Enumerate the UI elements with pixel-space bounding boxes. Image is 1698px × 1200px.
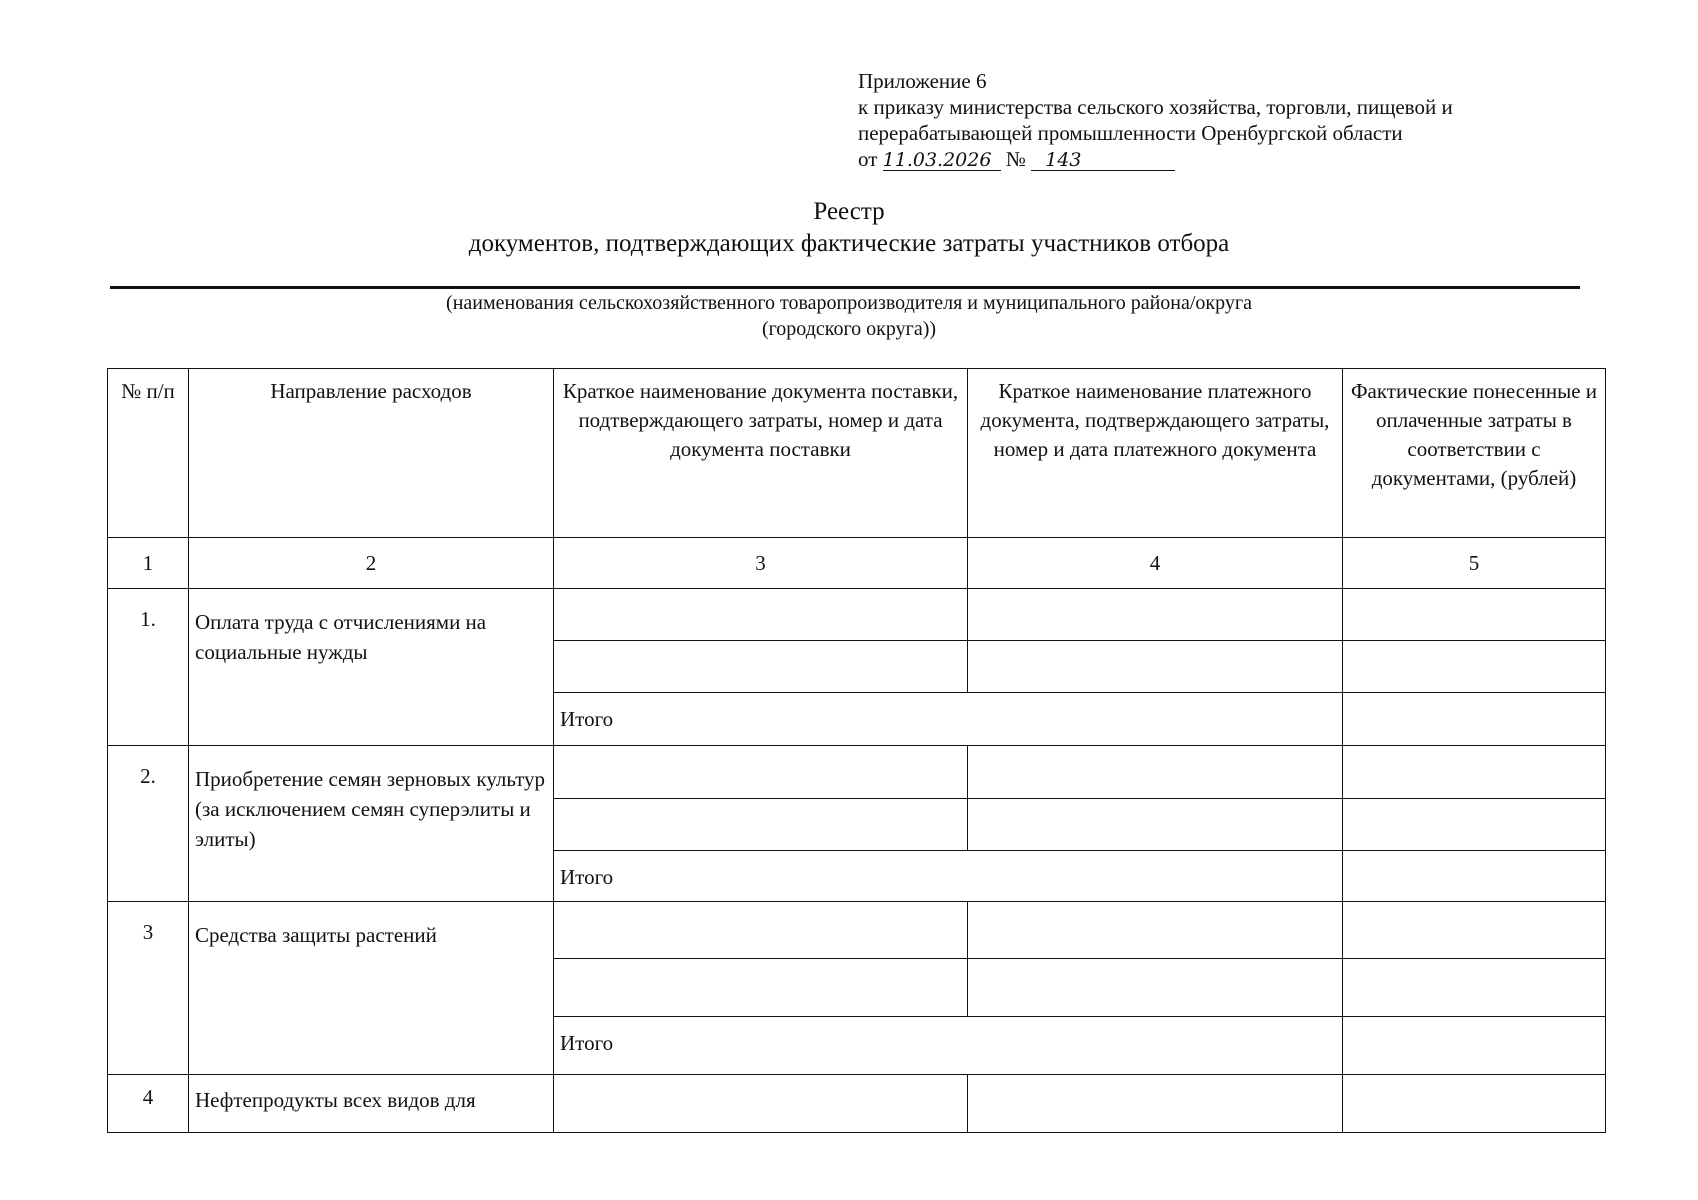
order-number: 143 (1031, 150, 1175, 171)
header-cell: Краткое наименование платежного документа, подтверждающего затраты, номер и дата платежного документа (968, 369, 1343, 538)
document-subtitle: документов, подтверждающих фактические затраты участников отбора (468, 230, 1230, 257)
itogo-amount-cell[interactable] (1343, 1017, 1606, 1075)
payment-doc-cell[interactable] (968, 799, 1343, 851)
column-number: 3 (554, 538, 968, 589)
header-cell: № п/п (108, 369, 189, 538)
supply-doc-cell[interactable] (554, 959, 968, 1017)
from-prefix: от (858, 147, 878, 171)
amount-cell[interactable] (1343, 589, 1606, 641)
amount-cell[interactable] (1343, 902, 1606, 959)
appendix-title: Приложение 6 (858, 69, 987, 93)
supply-doc-cell[interactable] (554, 746, 968, 799)
payment-doc-cell[interactable] (968, 1075, 1343, 1133)
header-cell: Краткое наименование документа поставки, подтверждающего затраты, номер и дата документа поставки (554, 369, 968, 538)
section-name: Приобретение семян зерновых культур (за исключением семян суперэлиты и элиты) (189, 746, 554, 902)
document-title: Реестр (813, 198, 885, 225)
table-row (108, 746, 1606, 799)
table-row (108, 1075, 1606, 1133)
registry-table (107, 368, 1606, 1133)
appendix-header (858, 68, 1453, 172)
appendix-line-2: перерабатывающей промышленности Оренбургской области (858, 121, 1403, 145)
payment-doc-cell[interactable] (968, 641, 1343, 693)
appendix-line-1: к приказу министерства сельского хозяйства, торговли, пищевой и (858, 95, 1453, 119)
supply-doc-cell[interactable] (554, 799, 968, 851)
itogo-label: Итого (554, 851, 1343, 902)
column-number: 4 (968, 538, 1343, 589)
itogo-label: Итого (554, 1017, 1343, 1075)
header-row (108, 369, 1606, 538)
itogo-amount-cell[interactable] (1343, 693, 1606, 746)
payment-doc-cell[interactable] (968, 959, 1343, 1017)
supply-doc-cell[interactable] (554, 1075, 968, 1133)
amount-cell[interactable] (1343, 746, 1606, 799)
section-number: 4 (108, 1075, 189, 1133)
payment-doc-cell[interactable] (968, 589, 1343, 641)
column-number: 1 (108, 538, 189, 589)
amount-cell[interactable] (1343, 959, 1606, 1017)
section-name: Оплата труда с отчислениями на социальные нужды (189, 589, 554, 746)
section-number: 2. (108, 746, 189, 902)
supply-doc-cell[interactable] (554, 641, 968, 693)
name-fill-line (110, 286, 1580, 289)
section-name: Нефтепродукты всех видов для (189, 1075, 554, 1133)
table-row (108, 589, 1606, 641)
section-number: 1. (108, 589, 189, 746)
amount-cell[interactable] (1343, 1075, 1606, 1133)
appendix-date-line (858, 146, 1453, 172)
table-row (108, 902, 1606, 959)
header-cell: Направление расходов (189, 369, 554, 538)
section-number: 3 (108, 902, 189, 1075)
header-cell: Фактические понесенные и оплаченные затраты в соответствии с документами, (рублей) (1343, 369, 1606, 538)
supply-doc-cell[interactable] (554, 902, 968, 959)
section-name: Средства защиты растений (189, 902, 554, 1075)
payment-doc-cell[interactable] (968, 902, 1343, 959)
itogo-amount-cell[interactable] (1343, 851, 1606, 902)
column-number: 2 (189, 538, 554, 589)
name-caption-line-2: (городского округа)) (761, 318, 937, 340)
order-date: 11.03.2026 (883, 150, 1001, 171)
column-number-row (108, 538, 1606, 589)
itogo-label: Итого (554, 693, 1343, 746)
amount-cell[interactable] (1343, 799, 1606, 851)
column-number: 5 (1343, 538, 1606, 589)
amount-cell[interactable] (1343, 641, 1606, 693)
payment-doc-cell[interactable] (968, 746, 1343, 799)
name-caption-line-1: (наименования сельскохозяйственного товаропроизводителя и муниципального района/округа (446, 292, 1252, 314)
supply-doc-cell[interactable] (554, 589, 968, 641)
number-sign: № (1005, 147, 1026, 171)
